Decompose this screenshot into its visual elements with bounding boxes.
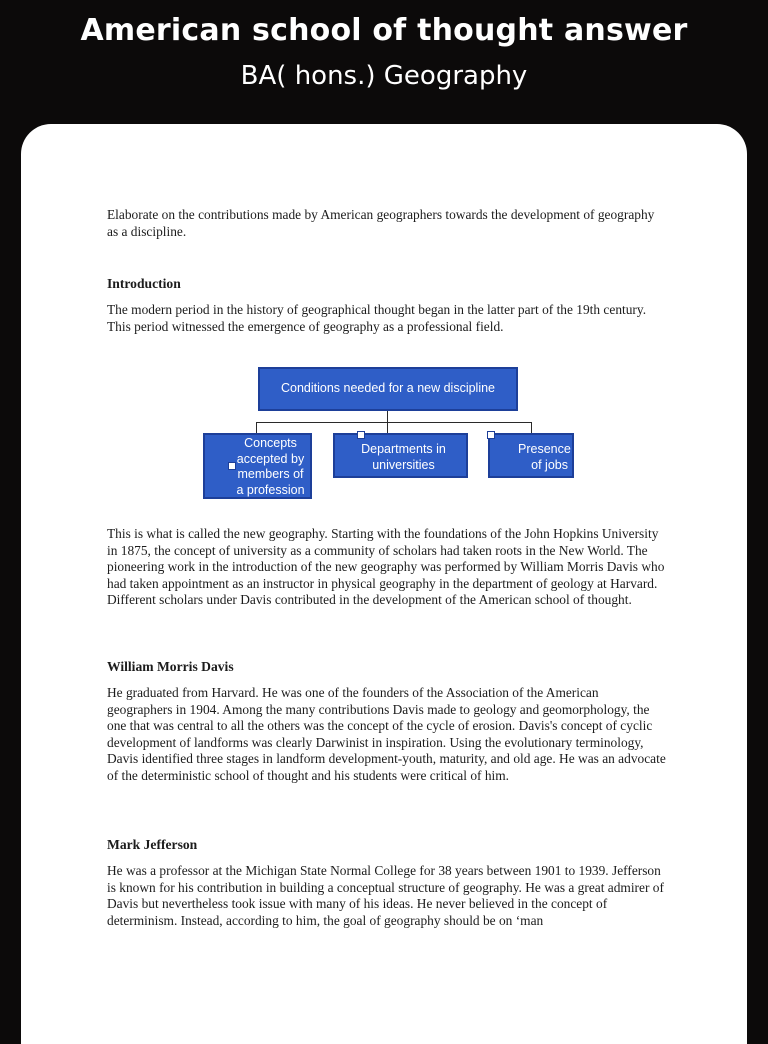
diagram-connector xyxy=(387,422,388,433)
jefferson-heading: Mark Jefferson xyxy=(107,837,198,852)
diagram-child-label: Departments in universities xyxy=(361,442,446,472)
diagram-handle-icon xyxy=(228,462,236,470)
diagram-child-box xyxy=(333,433,468,478)
header-bar xyxy=(0,0,768,125)
new-geography-text: This is what is called the new geography. Starting with the foundations of the John Hopkins University in 1875, the concept of university as a community of scholars had taken roots in the New World. The pioneering work in the introduction of the new geography was performed by William Morris Davis who had taken appointment as an instructor in physical geography in the department of geology at Harvard. Different scholars under Davis contributed in the development of the American school of thought. xyxy=(107,526,665,608)
davis-text: He graduated from Harvard. He was one of the founders of the Association of the American geographers in 1904. Among the many contributions Davis made to geology and geomorphology, the one that was central to all the others was the concept of the cycle of erosion. Davis's concept of cyclic development of landforms was clearly Darwinist in inspiration. Using the evolutionary terminology, Davis identified three stages in landform development-youth, maturity, and old age. He was an advocate of the deterministic school of thought and his students were critical of him. xyxy=(107,685,666,783)
question-text: Elaborate on the contributions made by American geographers towards the development of geography as a discipline. xyxy=(107,207,655,239)
diagram-child-label: Concepts accepted by members of a profession xyxy=(236,436,305,497)
diagram-child-box xyxy=(203,433,312,499)
diagram-root-label: Conditions needed for a new discipline xyxy=(280,381,496,396)
introduction-text: The modern period in the history of geographical thought began in the latter part of the 19th century. This period witnessed the emergence of geography as a professional field. xyxy=(107,302,647,334)
diagram-connector xyxy=(256,422,257,433)
diagram-handle-icon xyxy=(487,431,495,439)
diagram-connector xyxy=(256,422,532,423)
diagram-handle-icon xyxy=(357,431,365,439)
diagram-child-box xyxy=(488,433,574,478)
diagram-connector xyxy=(531,422,532,433)
davis-heading: William Morris Davis xyxy=(107,659,234,674)
jefferson-text: He was a professor at the Michigan State Normal College for 38 years between 1901 to 1939. Jefferson is known for his contribution in building a conceptual structure of geography. He was a great admirer of Davis but nevertheless took issue with many of his ideas. He never believed in the concept of determinism. Instead, according to him, the goal of geography should be on ‘man xyxy=(107,863,664,928)
diagram-root-box xyxy=(258,367,518,411)
page-subtitle: BA( hons.) Geography xyxy=(240,61,528,91)
diagram-child-label: Presence of jobs xyxy=(518,442,571,472)
introduction-heading: Introduction xyxy=(107,276,181,291)
page-title: American school of thought answer xyxy=(80,13,688,48)
